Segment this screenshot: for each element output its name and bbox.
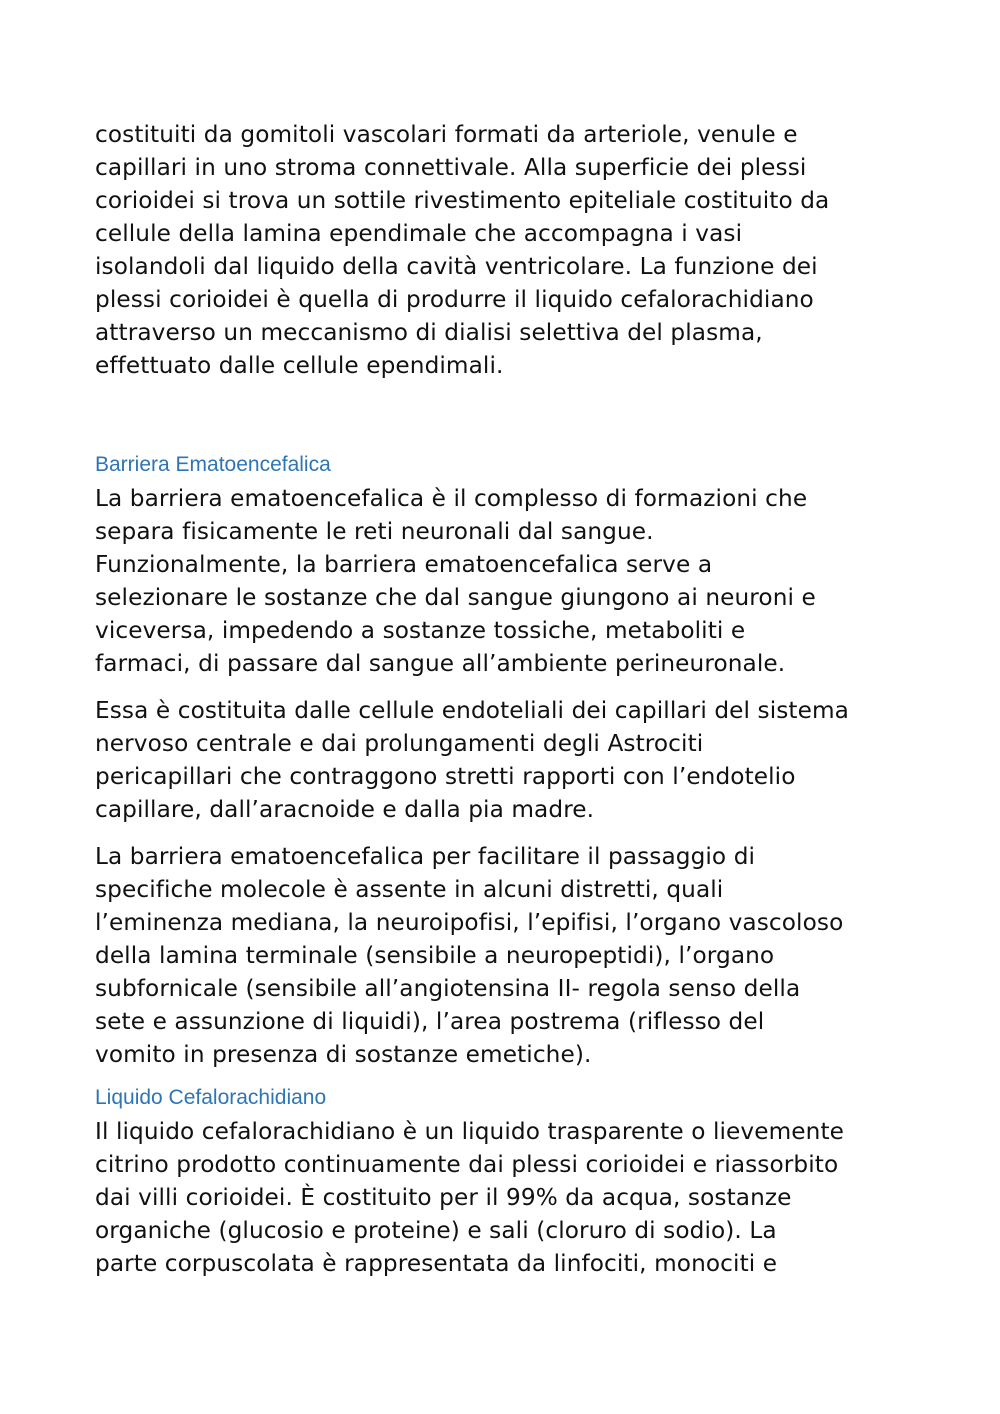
paragraph-plessi-corioidei: costituiti da gomitoli vascolari formati da arteriole, venule e capillari in uno stroma connettivale. Alla superficie dei plessi corioidei si trova un sottile rivestimento epiteliale costituito da cellule della lamina ependimale che accompagna i vasi isolandoli dal liquido della cavità ventricolare. La funzione dei plessi corioidei è quella di produrre il liquido cefalorachidiano attraverso un meccanismo di dialisi selettiva del plasma, effettuato dalle cellule ependimali. (95, 121, 830, 379)
paragraph-barriera-definizione: La barriera ematoencefalica è il complesso di formazioni che separa fisicamente le reti neuronali dal sangue. Funzionalmente, la barriera ematoencefalica serve a selezionare le sostanze che dal sangue giungono ai neuroni e viceversa, impedendo a sostanze tossiche, metaboliti e farmaci, di passare dal sangue all’ambiente perineuronale. (95, 485, 816, 677)
paragraph-liquido-cefalorachidiano: Il liquido cefalorachidiano è un liquido trasparente o lievemente citrino prodotto continuamente dai plessi corioidei e riassorbito dai villi corioidei. È costituito per il 99% da acqua, sostanze organiche (glucosio e proteine) e sali (cloruro di sodio). La parte corpuscolata è rappresentata da linfociti, monociti e (95, 1118, 845, 1277)
paragraph-barriera-composizione: Essa è costituita dalle cellule endoteliali dei capillari del sistema nervoso centrale e dai prolungamenti degli Astrociti pericapillari che contraggono stretti rapporti con l’endotelio capillare, dall’aracnoide e dalla pia madre. (95, 697, 849, 823)
page-content (95, 118, 910, 1280)
section-heading-liquido-cefalorachidiano: Liquido Cefalorachidiano (95, 1086, 327, 1109)
paragraph-barriera-distretti: La barriera ematoencefalica per facilitare il passaggio di specifiche molecole è assente in alcuni distretti, quali l’eminenza mediana, la neuroipofisi, l’epifisi, l’organo vascoloso della lamina terminale (sensibile a neuropeptidi), l’organo subfornicale (sensibile all’angiotensina II- regola senso della sete e assunzione di liquidi), l’area postrema (riflesso del vomito in presenza di sostanze emetiche). (95, 843, 844, 1068)
section-heading-barriera-ematoencefalica: Barriera Ematoencefalica (95, 453, 331, 476)
